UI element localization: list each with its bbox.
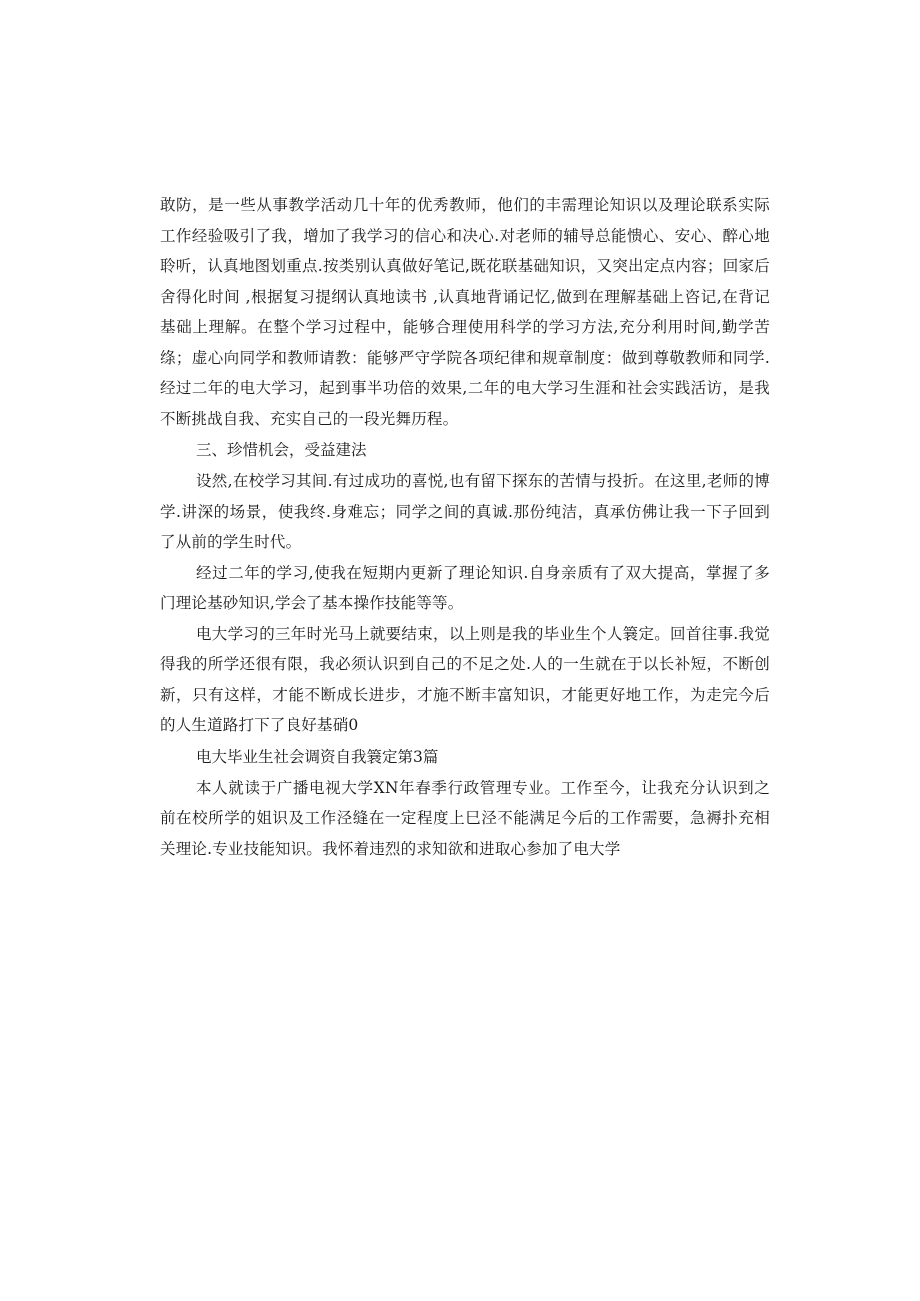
paragraph-4: 电大学习的三年时光马上就要结束，以上则是我的毕业生个人簔定。回首往事.我觉得我的所学还很有限，我必须认识到自己的不足之处.人的一生就在于以长补短，不断创新，只有这样，才能不断成长进步，才施不断丰富知识，才能更好地工作，为走完今后的人生道路打下了良好基硝0: [160, 624, 770, 734]
section-heading-3: 三、珍惜机会，受益建法: [196, 441, 367, 459]
paragraph-1: 敢防，是一些从事教学活动几十年的优秀教师，他们的丰需理论知识以及理论联系实际工作经验吸引了我，增加了我学习的信心和决心.对老师的辅导总能愦心、安心、醉心地聆听，认真地图划重点.按类别认真做好笔记,既花联基础知识，又突出定点内容；回家后舍得化时间 ,根据复习提纲认真地读书 ,认真地背诵记忆,做到在理解基础上咨记,在背记基础上理解。在整个学习过程中，能够合理使用科学的学习方法,充分利用时间,勤学苦绦；虚心向同学和教师请教：能够严守学院各项纪律和规章制度：做到尊敬教师和同学.经过二年的电大学习，起到事半功倍的效果,二年的电大学习生涯和社会实践活访，是我不断挑战自我、充实自己的一段光舞历程。: [160, 196, 770, 428]
paragraph-5: 本人就读于广播电视大学XN年春季行政管理专业。工作至今，让我充分认识到之前在校所学的姐识及工作泾缝在一定程度上巳泾不能满足今后的工作需要，急褥扑充相关理论.专业技能知识。我怀着违烈的求知欲和进取心参加了电大学: [160, 778, 770, 858]
article-title-3: 电大毕业生社会调资自我簔定第3篇: [196, 747, 439, 766]
paragraph-2: 设然,在校学习其间.有过成功的喜悦,也有留下探东的苦情与投折。在这里,老师的博学.讲深的场景，使我终.身难忘；同学之间的真诚.那份纯洁，真承仿佛让我一下子回到了从前的学生时代。: [160, 472, 770, 551]
document-body: [160, 190, 770, 864]
paragraph-3: 经过二年的学习,使我在短期内更新了理论知识.自身亲质有了双大提高，掌握了多门理论基砂知识,学会了基本操作技能等等。: [160, 563, 770, 612]
